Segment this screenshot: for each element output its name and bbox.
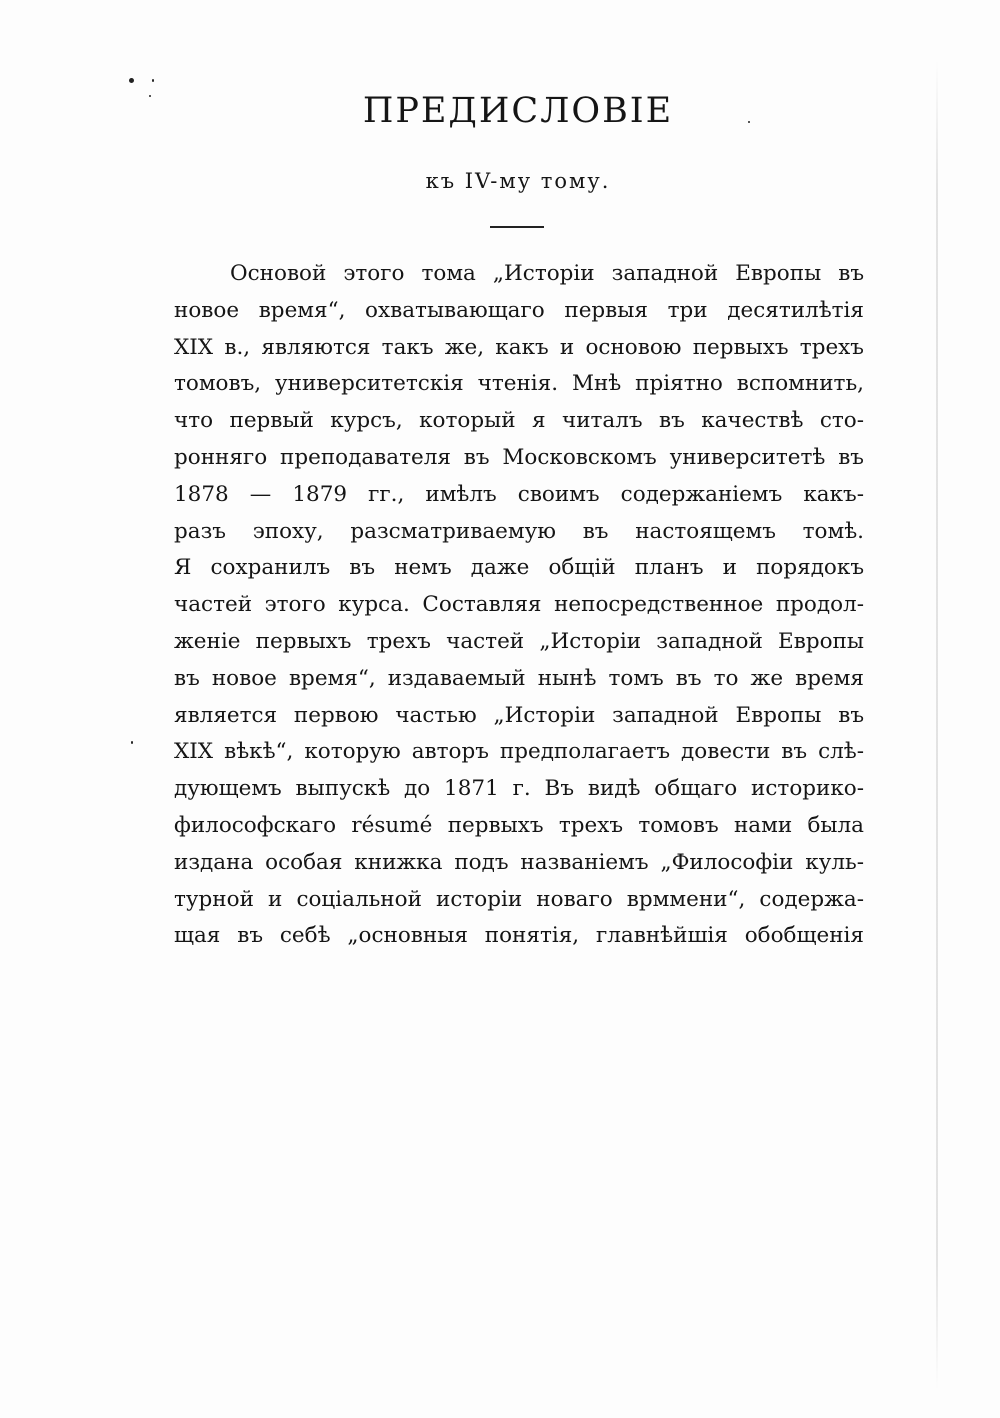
text-line: что первый курсъ, который я читалъ въ качествѣ сто-	[174, 408, 864, 434]
ink-speck	[152, 79, 154, 82]
text-line: Я сохранилъ въ немъ даже общій планъ и порядокъ	[174, 555, 864, 581]
page-edge-shadow	[936, 60, 938, 1390]
title-divider	[490, 226, 544, 228]
page-subtitle: къ IV-му тому.	[425, 169, 611, 193]
text-line: въ новое время“, издаваемый нынѣ томъ въ то же время	[174, 665, 864, 691]
text-line: Основой этого тома „Исторіи западной Европы въ	[230, 261, 864, 286]
text-line: разъ эпоху, разсматриваемую въ настоящемъ томѣ.	[174, 518, 864, 544]
text-line: издана особая книжка подъ названіемъ „Философіи куль-	[174, 849, 864, 875]
text-line: частей этого курса. Составляя непосредственное продол-	[174, 592, 864, 618]
text-line: дующемъ выпускѣ до 1871 г. Въ видѣ общаго историко-	[174, 776, 864, 802]
text-line: ронняго преподавателя въ Московскомъ университетѣ въ	[174, 444, 864, 470]
text-line: щая въ себѣ „основныя понятія, главнѣйшія обобщенія	[174, 923, 864, 949]
text-line: XIX в., являются такъ же, какъ и основою первыхъ трехъ	[174, 334, 864, 360]
text-line: является первою частью „Исторіи западной Европы въ	[174, 702, 864, 728]
preface-text	[174, 256, 864, 955]
text-line: философскаго résumé первыхъ трехъ томовъ нами была	[174, 812, 864, 838]
text-line: новое время“, охватывающаго первыя три десятилѣтія	[174, 297, 864, 323]
ink-speck	[129, 78, 134, 83]
text-line: 1878 — 1879 гг., имѣлъ своимъ содержаніемъ какъ-	[174, 481, 864, 507]
text-line: XIX вѣкѣ“, которую авторъ предполагаетъ довести въ слѣ-	[174, 739, 864, 765]
ink-speck	[131, 741, 133, 744]
text-line: женіе первыхъ трехъ частей „Исторіи западной Европы	[174, 628, 864, 654]
page-title: ПРЕДИСЛОВІЕ	[362, 91, 674, 131]
text-line: турной и соціальной исторіи новаго врммени“, содержа-	[174, 886, 864, 912]
text-line: томовъ, университетскія чтенія. Мнѣ пріятно вспомнить,	[174, 371, 864, 397]
